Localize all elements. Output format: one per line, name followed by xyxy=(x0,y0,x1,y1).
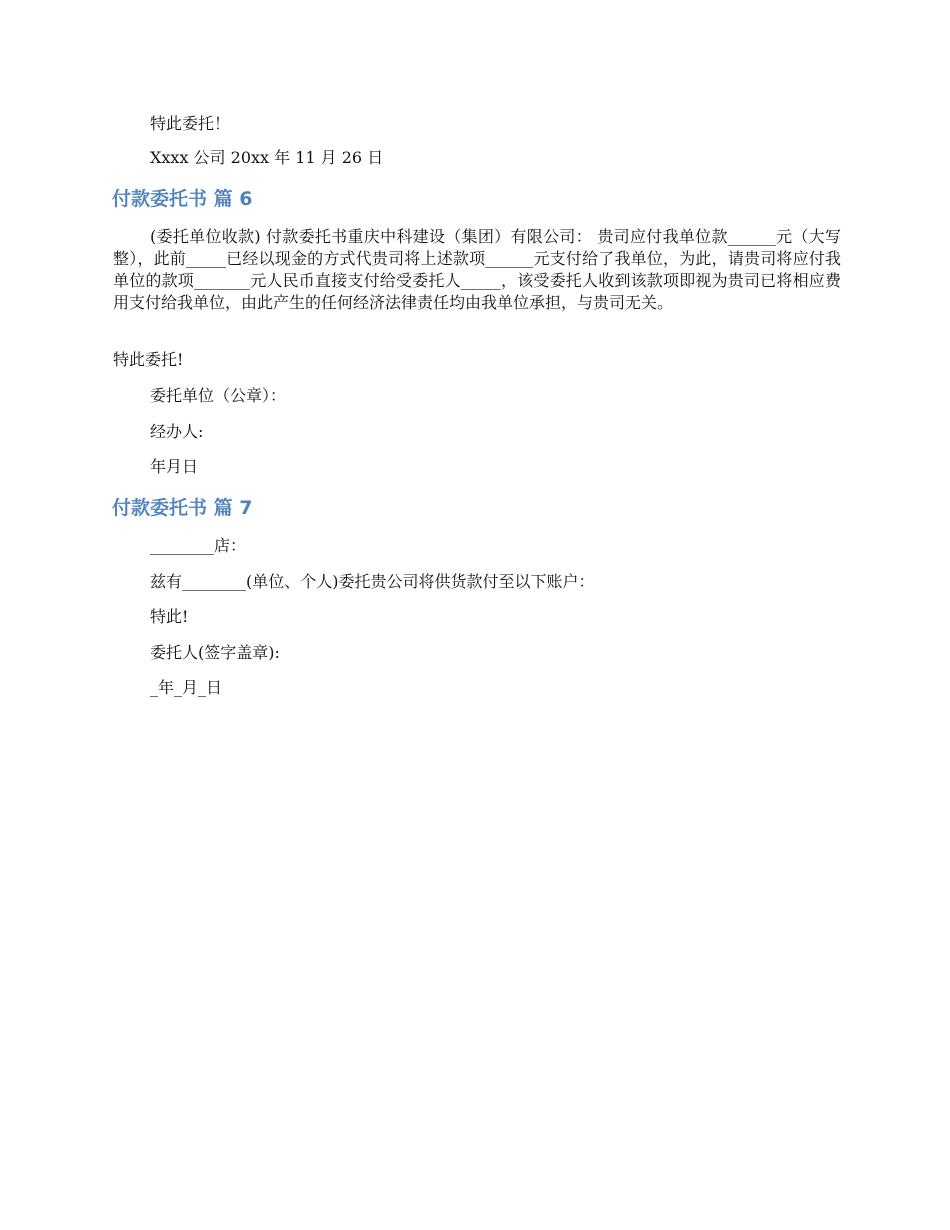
section-6-handler-line: 经办人: xyxy=(150,422,204,441)
section-7-date-line: _年_月_日 xyxy=(150,678,223,697)
section-7-entrust-line: 兹有________(单位、个人)委托贵公司将供货款付至以下账户： xyxy=(150,572,595,591)
section-6-special-note: 特此委托! xyxy=(113,350,184,369)
section-7-signer-line: 委托人(签字盖章): xyxy=(150,643,280,662)
section-6-body-paragraph: (委托单位收款) 付款委托书重庆中科建设（集团）有限公司： 贵司应付我单位款______元（大写整），此前_____已经以现金的方式代贵司将上述款项______元支付给了我单位，为此，请贵司将应付我单位的款项_______元人民币直接支付给受委托人_____，该受委托人收到该款项即视为贵司已将相应费用支付给我单位，由此产生的任何经济法律责任均由我单位承担，与贵司无关。 xyxy=(113,227,841,312)
section-7-store-line: ________店： xyxy=(150,536,247,555)
section-6-date-line: 年月日 xyxy=(150,457,199,476)
section-heading-7: 付款委托书 篇 7 xyxy=(112,497,253,519)
section-7-special-note: 特此! xyxy=(150,607,189,626)
signature-date-line: Xxxx 公司 20xx 年 11 月 26 日 xyxy=(150,148,384,167)
special-note-text: 特此委托！ xyxy=(150,114,231,133)
section-heading-6: 付款委托书 篇 6 xyxy=(112,188,253,210)
section-6-seal-line: 委托单位（公章）： xyxy=(150,386,287,405)
